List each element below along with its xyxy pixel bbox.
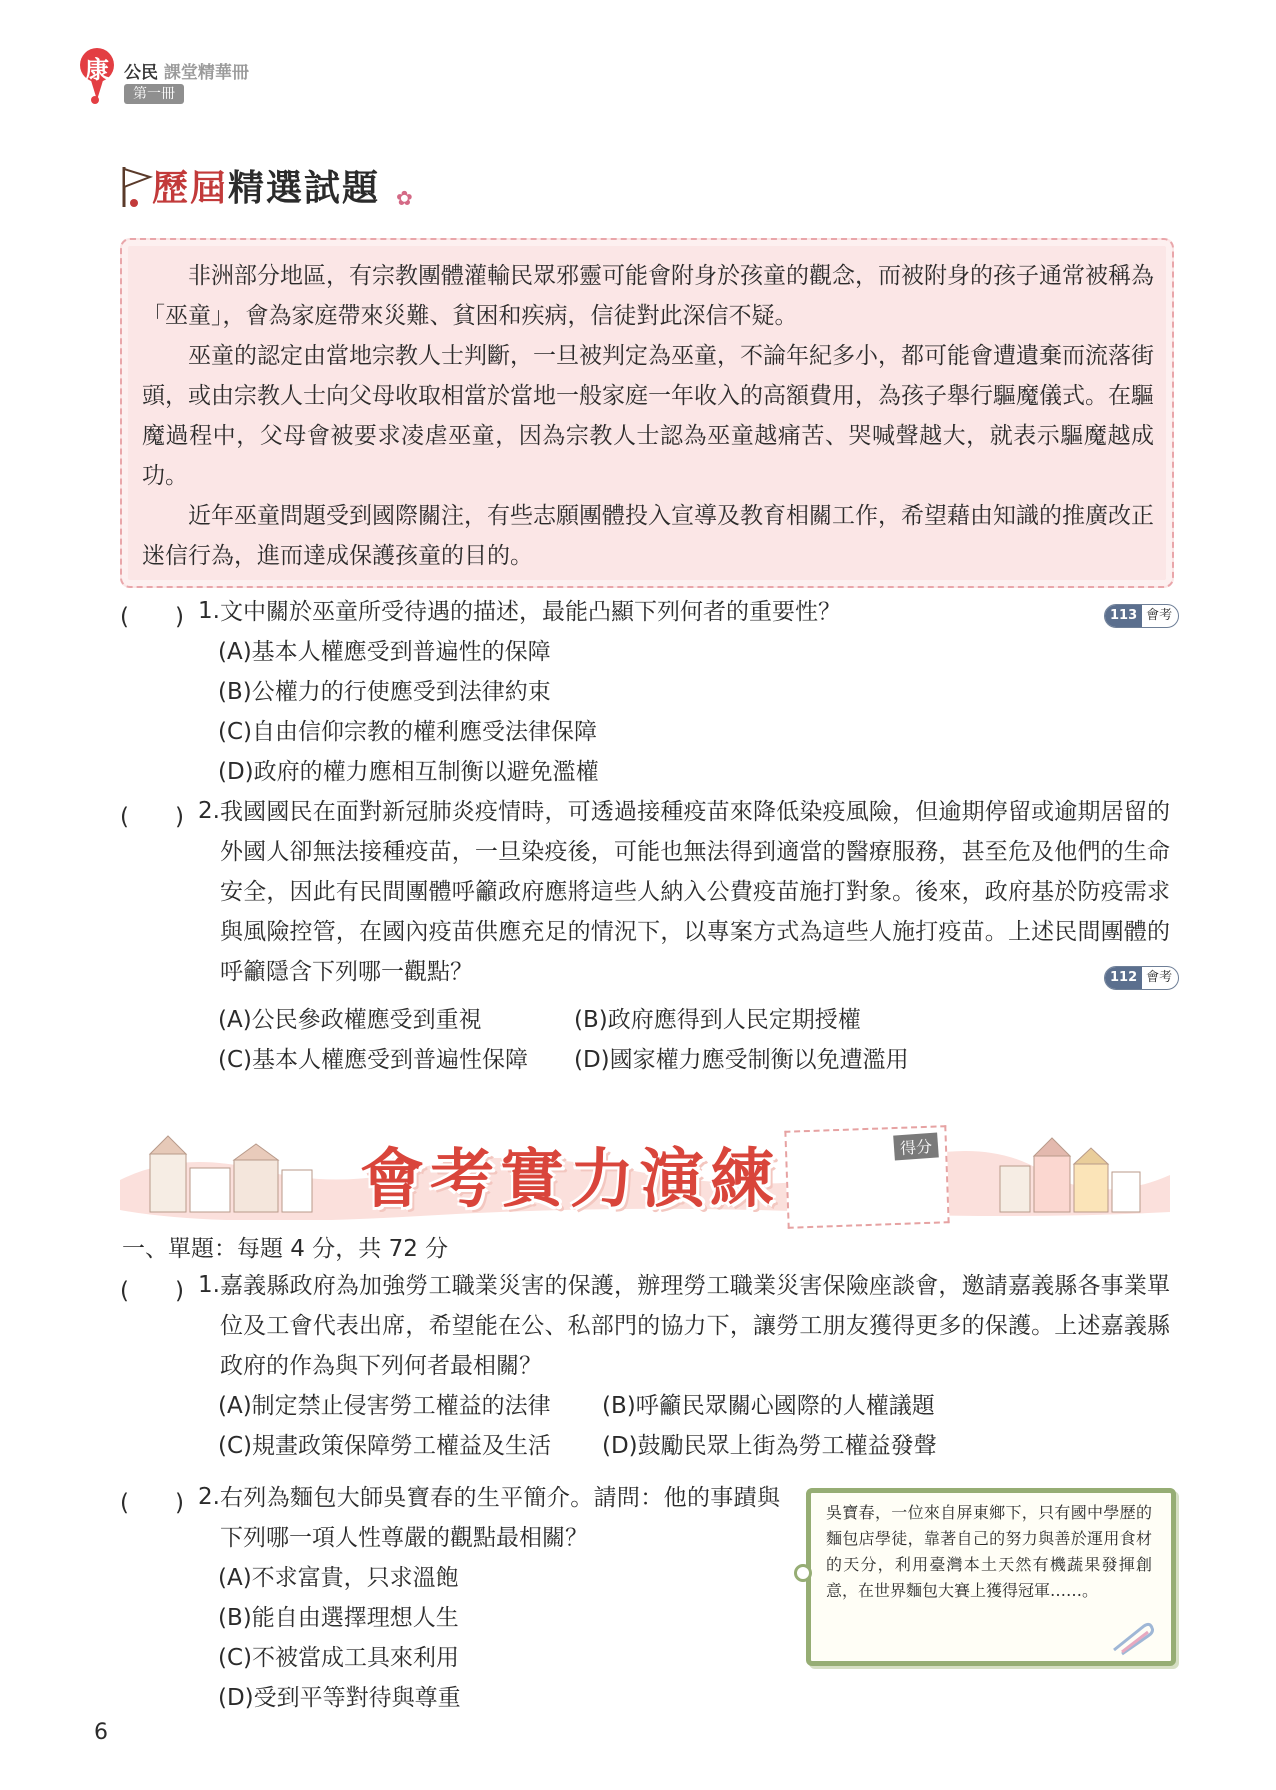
answer-blank[interactable]: ( ) (120, 604, 184, 630)
option-c[interactable]: (C)基本人權應受到普遍性保障 (218, 1047, 529, 1073)
logo-char: 康 (85, 55, 109, 84)
answer-blank[interactable]: ( ) (120, 804, 184, 830)
page-number: 6 (94, 1720, 108, 1745)
section-title-practice: 會考實力演練 (360, 1142, 780, 1217)
volume-badge: 第一冊 (124, 84, 184, 104)
option-c[interactable]: (C)不被當成工具來利用 (218, 1645, 460, 1671)
option-c[interactable]: (C)規畫政策保障勞工權益及生活 (218, 1433, 552, 1459)
book-title-sub: 課堂精華冊 (163, 63, 249, 83)
option-d[interactable]: (D)鼓勵民眾上街為勞工權益發聲 (602, 1433, 937, 1459)
question-text: 右列為麵包大師吳寶春的生平簡介。請問：他的事蹟與下列哪一項人性尊嚴的觀點最相關？ (220, 1485, 780, 1551)
flag-icon (118, 165, 154, 209)
biography-text: 吳寶春，一位來自屏東鄉下，只有國中學歷的麵包店學徒，靠著自己的努力與善於運用食材的天分，利用臺灣本土天然有機蔬果發揮創意，在世界麵包大賽上獲得冠軍……。 (826, 1503, 1152, 1600)
book-title-main: 公民 (124, 63, 158, 83)
paperclip-icon (1108, 1620, 1156, 1656)
option-a[interactable]: (A)不求富貴，只求溫飽 (218, 1565, 459, 1591)
section-title-accent: 歷屆 (152, 167, 229, 209)
passage (142, 256, 1154, 576)
section-title-past-exams (152, 160, 380, 211)
part-heading: 一、單題：每題 4 分，共 72 分 (122, 1236, 449, 1262)
option-b[interactable]: (B)能自由選擇理想人生 (218, 1605, 459, 1631)
flower-deco-icon: ✿ (396, 186, 413, 210)
score-label: 得分 (893, 1132, 939, 1160)
exam-year: 112 (1105, 967, 1142, 989)
exam-label: 會考 (1146, 608, 1173, 623)
passage-paragraph: 非洲部分地區，有宗教團體灌輸民眾邪靈可能會附身於孩童的觀念，而被附身的孩子通常被稱為「巫童」，會為家庭帶來災難、貧困和疾病，信徒對此深信不疑。 (142, 263, 1154, 329)
exam-label: 會考 (1146, 970, 1173, 985)
question-number: 1. (198, 1272, 220, 1298)
option-d[interactable]: (D)政府的權力應相互制衡以避免濫權 (218, 759, 599, 785)
section-title-rest: 精選試題 (228, 167, 381, 209)
passage-paragraph: 近年巫童問題受到國際關注，有些志願團體投入宣導及教育相關工作，希望藉由知識的推廣改正迷信行為，進而達成保護孩童的目的。 (142, 503, 1154, 569)
question-number: 1. (198, 598, 220, 624)
question-text: 嘉義縣政府為加強勞工職業災害的保護，辦理勞工職業災害保險座談會，邀請嘉義縣各事業單位及工會代表出席，希望能在公、私部門的協力下，讓勞工朋友獲得更多的保護。上述嘉義縣政府的作為與下列何者最相關？ (220, 1273, 1170, 1379)
question-number: 2. (198, 798, 220, 824)
answer-blank[interactable]: ( ) (120, 1490, 184, 1516)
logo-pin-dot (91, 96, 99, 104)
option-b[interactable]: (B)呼籲民眾關心國際的人權議題 (602, 1393, 935, 1419)
ring-icon (794, 1564, 812, 1582)
option-a[interactable]: (A)基本人權應受到普遍性的保障 (218, 639, 551, 665)
question-number: 2. (198, 1484, 220, 1510)
exam-year-badge (1104, 604, 1179, 628)
answer-blank[interactable]: ( ) (120, 1278, 184, 1304)
option-b[interactable]: (B)政府應得到人民定期授權 (574, 1007, 861, 1033)
option-a[interactable]: (A)制定禁止侵害勞工權益的法律 (218, 1393, 551, 1419)
option-a[interactable]: (A)公民參政權應受到重視 (218, 1007, 482, 1033)
option-b[interactable]: (B)公權力的行使應受到法律約束 (218, 679, 551, 705)
option-d[interactable]: (D)國家權力應受制衡以免遭濫用 (574, 1047, 909, 1073)
question-text: 文中關於巫童所受待遇的描述，最能凸顯下列何者的重要性？ (220, 599, 841, 625)
exam-year-badge (1104, 966, 1179, 990)
option-c[interactable]: (C)自由信仰宗教的權利應受法律保障 (218, 719, 598, 745)
passage-paragraph: 巫童的認定由當地宗教人士判斷，一旦被判定為巫童，不論年紀多小，都可能會遭遺棄而流落街頭，或由宗教人士向父母收取相當於當地一般家庭一年收入的高額費用，為孩子舉行驅魔儀式。在驅魔過程中，父母會被要求凌虐巫童，因為宗教人士認為巫童越痛苦、哭喊聲越大，就表示驅魔越成功。 (142, 343, 1154, 489)
option-d[interactable]: (D)受到平等對待與尊重 (218, 1685, 461, 1711)
book-title (124, 58, 249, 83)
question-text: 我國國民在面對新冠肺炎疫情時，可透過接種疫苗來降低染疫風險，但逾期停留或逾期居留的外國人卻無法接種疫苗，一旦染疫後，可能也無法得到適當的醫療服務，甚至危及他們的生命安全，因此有民間團體呼籲政府應將這些人納入公費疫苗施打對象。後來，政府基於防疫需求與風險控管，在國內疫苗供應充足的情況下，以專案方式為這些人施打疫苗。上述民間團體的呼籲隱含下列哪一觀點？ (220, 799, 1170, 985)
exam-year: 113 (1105, 605, 1142, 627)
